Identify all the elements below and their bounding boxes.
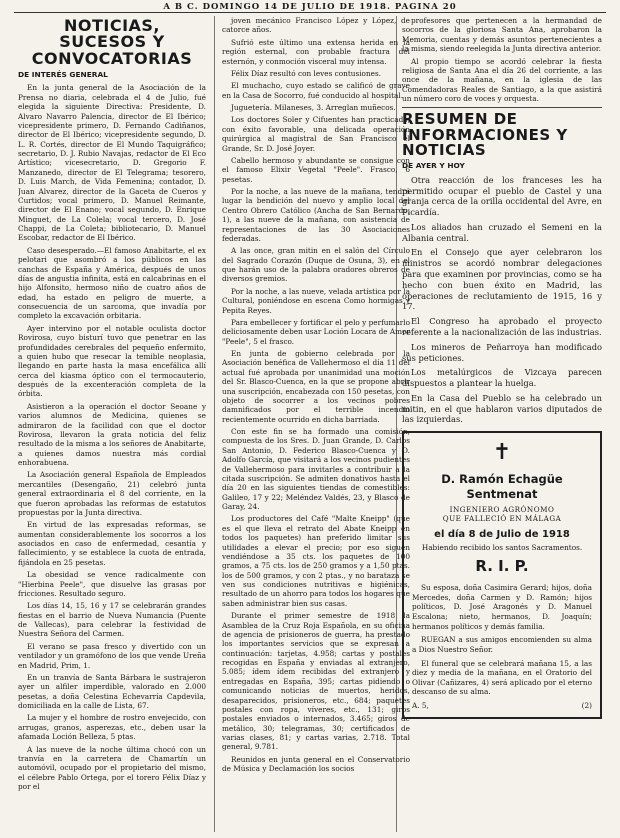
summary-item: En el Consejo que ayer celebraron los ministros se acordó nombrar delegaciones para que examinen por provincias, como se ha hecho con buen éxito en Madrid, las operaciones de reclutamiento de 1915, 16 y 17.: [402, 247, 602, 312]
sacraments-line: Habiendo recibido los santos Sacramentos.: [421, 542, 583, 552]
news-paragraph: profesores que pertenecen a la hermandad de socorros de la gloriosa Santa Ana, aprobaron la Memoria, cuentas y demás asuntos pertenecientes a la misma, siendo reelegida la Junta directiva anterior.: [402, 16, 602, 54]
news-paragraph: El verano se pasa fresco y divertido con un ventilador y un gramófono de los que vende Ureña en Madrid, Prim, 1.: [18, 641, 206, 670]
news-paragraph: La mujer y el hombre de rostro envejecido, con arrugas, granos, asperezas, etc., deben usar la afamada Loción Belleza, 5 ptas.: [18, 713, 206, 742]
death-place: QUE FALLECIÓ EN MÁLAGA: [442, 514, 562, 524]
header-rule: [14, 12, 606, 13]
news-paragraph: Por la noche, a las nueve de la mañana, tendrá lugar la bendición del nuevo y amplio local del Centro Obrero Católico (Ancha de San Bernardo, 1), a las nueve de la mañana, con asistencia de representaciones de las 30 Asociaciones federadas.: [222, 187, 410, 243]
section-subtitle: DE INTERÉS GENERAL: [18, 69, 108, 79]
column-right: [402, 16, 602, 834]
obituary-notice: [402, 431, 602, 718]
prayer-request: RUEGAN a sus amigos encomienden su alma a Dios Nuestro Señor.: [412, 635, 592, 654]
news-paragraph: Ayer intervino por el notable oculista doctor Rovirosa, cuyo bisturí tuvo que penetrar en las profundidades cerebrales del pequeño enfermito, a quien hubo que resecar la temible neoplasia, llegando en parte hasta la masa encefálica allí cerca del kiasma óptico con el termocauterio, después de la excenteración completa de la órbita.: [18, 323, 206, 399]
news-paragraph: A las once, gran mitin en el salón del Círculo del Sagrado Corazón (Duque de Osuna, 3), en el que harán uso de la palabra oradores obreros de diversos gremios.: [222, 246, 410, 284]
section-divider: [402, 107, 602, 108]
summary-item: Los metalúrgicos de Vizcaya parecen dispuestos a plantear la huelga.: [402, 367, 602, 389]
summary-title: RESUMEN DE INFORMACIONES Y NOTICIAS: [402, 110, 568, 159]
news-paragraph: Asistieron a la operación el doctor Seoane y varios alumnos de Medicina, quienes se admiraron de la facilidad con que el doctor Rovirosa, llevaron la grata noticia del feliz resultado de la misma a los señores de Anabitarte, a quienes damos nuestra más cordial enhorabuena.: [18, 401, 206, 468]
family-list: Su esposa, doña Casimira Gerard; hijos, doña Mercedes, doña Carmen y D. Ramón; hijos políticos, D. José Aragonés y D. Manuel Escalona; nieto, hermanos, D. Joaquín; hermanos políticos y demás familia.: [412, 583, 592, 631]
rip-line: R. I. P.: [475, 557, 529, 576]
summary-subtitle: DE AYER Y HOY: [402, 161, 465, 171]
deceased-name: D. Ramón Echagüe Sentmenat: [441, 472, 563, 502]
summary-list: [402, 175, 602, 425]
news-paragraph: Durante el primer semestre de 1918 la Asamblea de la Cruz Roja Española, en su oficina de agencia de prisioneros de guerra, ha prestado los importantes servicios que se expresan a continuación: tarjetas, 4.958; cartas y postales recogidas en España y enviadas al extranjero, 5.085; ídem ídem recibidas del extranjero y entregadas en España, 395; cartas pidiendo o comunicando noticias de muertos, heridos, desaparecidos, prisioneros, etc., 684; paquetes postales con ropa, víveres, etc., 131; giros postales enviados o internados, 3.465; giros de metálico, 30; telegramas, 30; certificados de varias clases, 81; y cartas varias, 2.718. Total general, 9.781.: [222, 611, 410, 752]
funeral-mass: El funeral que se celebrará mañana 15, a las diez y media de la mañana, en el Oratorio del Olivar (Cañizares, 4) será aplicado por el eterno descanso de su alma.: [412, 658, 592, 697]
column-middle: [222, 16, 410, 834]
news-paragraph: El muchacho, cuyo estado se calificó de grave en la Casa de Socorro, fué conducido al hospital.: [222, 81, 410, 100]
news-paragraph: Cabello hermoso y abundante se consigue con el famoso Elixir Vegetal "Peele". Frasco, 6 pesetas.: [222, 155, 410, 184]
summary-item: Los aliados han cruzado el Semeni en la Albania central.: [402, 221, 602, 243]
notice-ref-left: A. 5,: [412, 701, 429, 711]
news-paragraph: En junta de gobierno celebrada por la Asociación benéfica de Vallehermoso el día 11 del actual fué aprobada por unanimidad una moción del Sr. Blasco-Cuenca, en la que se propone abrir una suscripción, encabezada con 150 pesetas, con objeto de socorrer a los vecinos pobres damnificados por el terrible incendio recientemente ocurrido en dicha barriada.: [222, 349, 410, 424]
news-paragraph: Los días 14, 15, 16 y 17 se celebrarán grandes fiestas en el barrio de Nueva Numancia (Puente de Vallecas), para celebrar la festividad de Nuestra Señora del Carmen.: [18, 601, 206, 639]
page-header: A B C. DOMINGO 14 DE JULIO DE 1918. PAGINA 20: [163, 2, 457, 12]
column-divider: [214, 16, 215, 832]
news-paragraph: Reunidos en junta general en el Conservatorio de Música y Declamación los socios: [222, 754, 410, 774]
news-paragraph: En virtud de las expresadas reformas, se aumentan considerablemente los socorros a los asociados en caso de enfermedad, cesantía y fallecimiento, y se establece la cuota de entrada, fijándola en 25 pesetas.: [18, 520, 206, 567]
news-paragraph: Para embellecer y fortificar el pelo y perfumarlo deliciosamente deben usar Loción Locara de Amor "Peele", 5 el frasco.: [222, 317, 410, 346]
summary-item: Los mineros de Peñarroya han modificado sus peticiones.: [402, 341, 602, 363]
news-paragraph: Al propio tiempo se acordó celebrar la fiesta religiosa de Santa Ana el día 26 del corriente, a las once de la mañana, en la iglesia de las Comendadoras Reales de Santiago, a la que asistirá un número coro de voces y orquesta.: [402, 56, 602, 103]
summary-item: El Congreso ha aprobado el proyecto referente a la nacionalización de las industrias.: [402, 316, 602, 337]
news-paragraph: Félix Díaz resultó con leves contusiones.: [231, 68, 382, 78]
news-paragraph: En la junta general de la Asociación de la Prensa no diaria, celebrada el 4 de Julio, fué elegida la siguiente Directiva: Presidente, D. Alvaro Navarro Palencia, director de El Ibérico; vicepresidente primero, D. Fernando Cadiñanos, director de El Ibérico; vicepresidente segundo, D. L. R. Cortés, director de El Mundo Taquigráfico; secretario, D. J. Rubio Navajas, redactor de El Eco Artístico; vicesecretario, D. Gregorio F. Manzanedo, director de El Telegrama; tesorero, D. Luis March, de Vida Femenina; contador, D. Juan Alvarez, director de la Gaceta de Cueros y Curtidos; vocal primero, D. Manuel Reimante, director de El Enano; vocal segundo, D. Enrique Minguet, de La Colela; vocal tercero, D. José Chappi, de La Coleta; bibliotecario, D. Manuel Escobar, redactor de El Ibérico.: [18, 83, 206, 243]
news-paragraph: En un tranvía de Santa Bárbara le sustrajeron ayer un alfiler imperdible, valorado en 2.000 pesetas, a doña Celestina Echevarría Capdevila, domiciliada en la calle de Lista, 67.: [18, 672, 206, 711]
death-date: el día 8 de Julio de 1918: [434, 528, 570, 540]
news-paragraph: Caso desesperado.—El famoso Anabitarte, el ex pelotari que asombró a los públicos en las canchas de España y América, después de unos días de angustia infinita, está en calcabrinas en el hijo Alfonsito, hermoso niño de cuatro años de edad, ha estado en peligro de muerte, a consecuencia de un sarcoma, que invadía por completo la excavación orbitaria.: [18, 245, 206, 321]
notice-ref-right: (2): [581, 701, 592, 711]
news-paragraph: La Asociación general Española de Empleados mercantiles (Desengaño, 21) celebró junta general extraordinaria el 8 del corriente, en la que fueron aprobadas las reformas de estatutos propuestas por la Junta directiva.: [18, 470, 206, 517]
section-title: NOTICIAS, SUCESOS Y CONVOCATORIAS: [31, 16, 193, 68]
news-paragraph: Los productores del Café "Malte Kneipp" (que es el que lleva el retrato del Abate Kneipp en todos los paquetes) han preferido limitar sus utilidades a elevar el precio; por eso siguen vendiéndose a 35 cts. los paquetes de 100 gramos, a 75 cts. los de 250 gramos y a 1,50 ptas. los de 500 gramos, y con 2 ptas., y no barataza se ven sus condiciones nutritivas e higiénicas, resultado de un ahorro para todos los hogares que saben administrar bien sus casas.: [222, 514, 410, 608]
news-paragraph: joven mecánico Francisco López y López, de catorce años.: [222, 16, 410, 35]
column-left: [18, 16, 206, 834]
cross-icon: ✝: [492, 440, 512, 466]
news-paragraph: Con este fin se ha formado una comisión, compuesta de los Sres. D. Juan Grande, D. Carlos San Antonio, D. Federico Blasco-Cuenca y D. Adolfo García, que visitará a los vecinos pudientes de Vallehermoso para invitarles a contribuir a la citada suscripción. Se admiten donativos hasta el día 20 en las siguientes tiendas de comestibles: Galileo, 17 y 22; Meléndez Valdés, 23, y Blasco de Garay, 24.: [222, 427, 410, 511]
deceased-profession: INGENIERO AGRÓNOMO: [449, 504, 555, 514]
summary-item: En la Casa del Pueblo se ha celebrado un mitin, en el que hablaron varios diputados de las izquierdas.: [402, 392, 602, 425]
summary-item: Otra reacción de los franceses les ha permitido ocupar el pueblo de Castel y una granja cerca de la orilla occidental del Avre, en Picardía.: [402, 174, 602, 218]
news-paragraph: Por la noche, a las nueve, velada artística por la Cultural, poniéndose en escena Como hormigas y Pepita Reyes.: [222, 286, 410, 315]
news-paragraph: A las nueve de la noche última chocó con un tranvía en la carretera de Chamartín un automóvil, ocupado por el propietario del mismo, el célebre Pablo Ortega, por el torero Félix Díaz y por el: [18, 744, 206, 792]
news-paragraph: La obesidad se vence radicalmente con "Hierbina Peele", que disuelve las grasas por fricciones. Resultado seguro.: [18, 570, 206, 598]
news-paragraph: Los doctores Soler y Cifuentes han practicado, con éxito favorable, una delicada operación quirúrgica al magistral de San Francisco el Grande, Sr. D. José Joyer.: [222, 115, 410, 153]
news-paragraph: Juguetería. Milaneses, 3. Arreglan muñecos.: [231, 103, 396, 112]
news-paragraph: Sufrió este último una extensa herida en la región esternal, con probable fractura del esternón, y conmoción visceral muy intensa.: [222, 37, 410, 66]
